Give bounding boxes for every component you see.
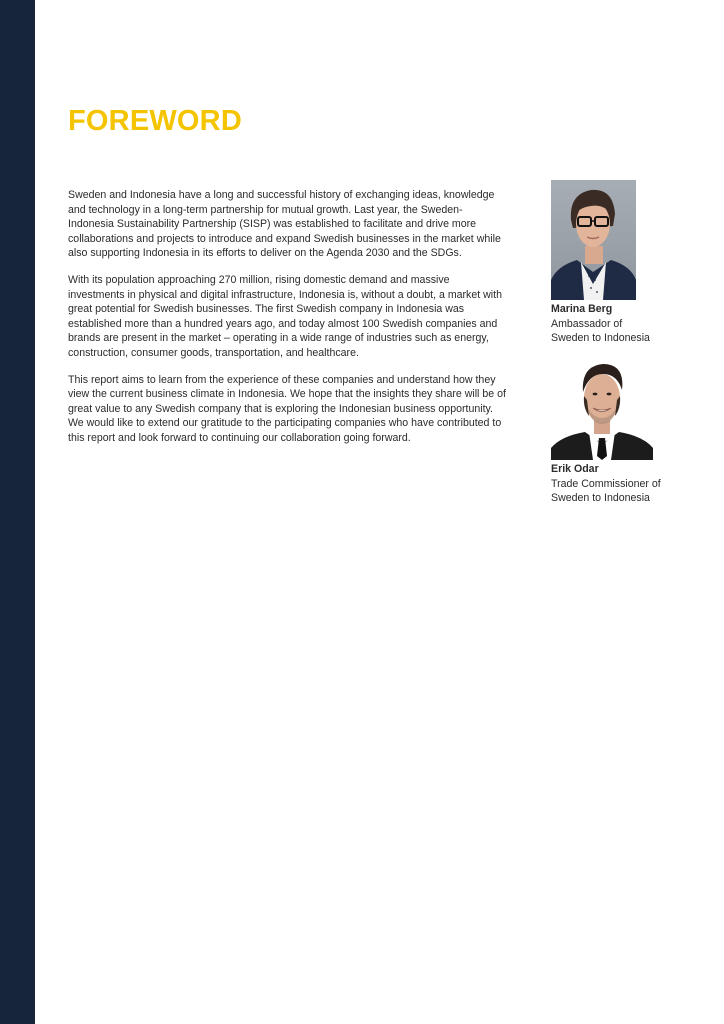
trade-commissioner-title-line-2: Sweden to Indonesia (551, 492, 650, 505)
side-color-bar (0, 0, 35, 1024)
ambassador-title-line-2: Sweden to Indonesia (551, 332, 650, 345)
page-title: FOREWORD (68, 105, 242, 137)
ambassador-portrait-photo (551, 180, 636, 300)
foreword-body (68, 188, 506, 458)
ambassador-title-line-1: Ambassador of (551, 317, 623, 330)
signatory-trade-commissioner (551, 360, 681, 506)
foreword-paragraph-3: This report aims to learn from the experience of these companies and understand how they view the current business climate in Indonesia. We hope that the insights they share will be of great value to any Swedish company that is exploring the Indonesian business opportunity. We would like to extend our gratitude to the participating companies who have contributed to this report and look forward to continuing our collaboration going forward. (68, 373, 506, 444)
foreword-paragraph-1: Sweden and Indonesia have a long and successful history of exchanging ideas, knowledge and technology in a long-term partnership for mutual growth. Last year, the Sweden-Indonesia Sustainability Partnership (SISP) was established to facilitate and drive more collaborations and projects to introduce and expand Swedish businesses in the market while also supporting Indonesia in its efforts to deliver on the Agenda 2030 and the SDGs. (68, 189, 501, 260)
ambassador-name: Marina Berg (551, 303, 613, 315)
trade-commissioner-title-line-1: Trade Commissioner of (551, 477, 661, 490)
trade-commissioner-name: Erik Odar (551, 463, 599, 475)
trade-commissioner-portrait-photo (551, 360, 653, 460)
signatory-ambassador (551, 180, 681, 346)
foreword-paragraph-2: With its population approaching 270 million, rising domestic demand and massive investments in physical and digital infrastructure, Indonesia is, without a doubt, a market with great potential for Swedish businesses. The first Swedish company in Indonesia was established more than a hundred years ago, and today almost 100 Swedish companies and brands are present in the market – operating in a wide range of industries such as energy, construction, consumer goods, transportation, and healthcare. (68, 273, 502, 359)
